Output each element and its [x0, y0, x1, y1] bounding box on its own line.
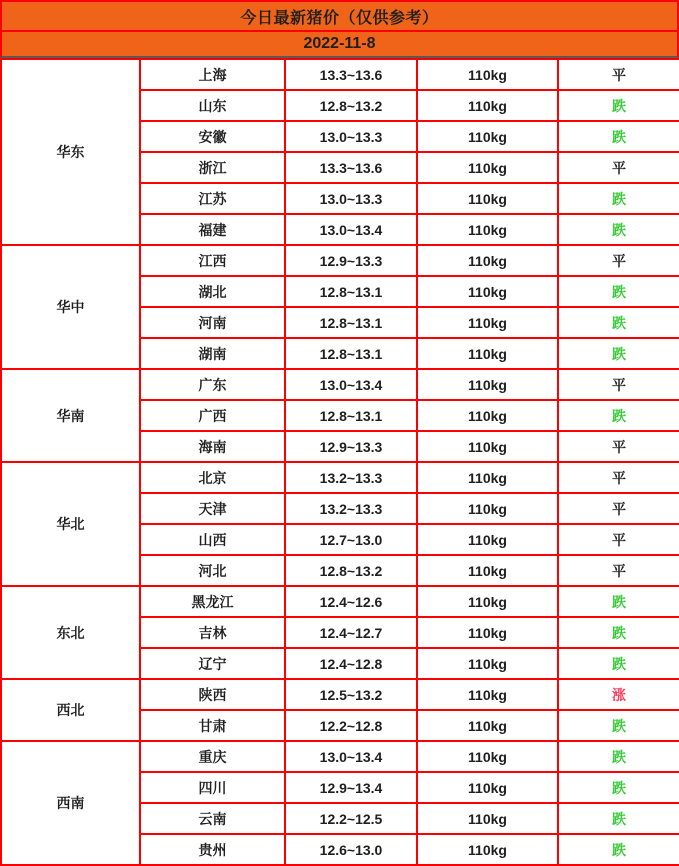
weight-cell: 110kg	[417, 183, 558, 214]
price-cell: 12.9~13.3	[285, 245, 417, 276]
weight-cell: 110kg	[417, 524, 558, 555]
province-cell: 海南	[140, 431, 285, 462]
trend-cell: 跌	[558, 834, 679, 865]
weight-cell: 110kg	[417, 431, 558, 462]
trend-cell: 跌	[558, 307, 679, 338]
region-cell: 西南	[1, 741, 140, 865]
trend-cell: 涨	[558, 679, 679, 710]
trend-cell: 平	[558, 152, 679, 183]
price-cell: 12.5~13.2	[285, 679, 417, 710]
weight-cell: 110kg	[417, 493, 558, 524]
weight-cell: 110kg	[417, 214, 558, 245]
weight-cell: 110kg	[417, 586, 558, 617]
trend-cell: 跌	[558, 214, 679, 245]
table-row	[1, 245, 679, 276]
trend-cell: 跌	[558, 183, 679, 214]
province-cell: 天津	[140, 493, 285, 524]
price-cell: 13.3~13.6	[285, 59, 417, 90]
province-cell: 吉林	[140, 617, 285, 648]
price-cell: 12.8~13.2	[285, 90, 417, 121]
price-cell: 12.7~13.0	[285, 524, 417, 555]
trend-cell: 平	[558, 245, 679, 276]
trend-cell: 跌	[558, 90, 679, 121]
province-cell: 重庆	[140, 741, 285, 772]
region-cell: 华北	[1, 462, 140, 586]
price-cell: 13.0~13.4	[285, 369, 417, 400]
province-cell: 甘肃	[140, 710, 285, 741]
price-cell: 13.0~13.3	[285, 183, 417, 214]
trend-cell: 跌	[558, 121, 679, 152]
province-cell: 山东	[140, 90, 285, 121]
price-cell: 12.4~12.8	[285, 648, 417, 679]
weight-cell: 110kg	[417, 59, 558, 90]
province-cell: 湖北	[140, 276, 285, 307]
trend-cell: 平	[558, 524, 679, 555]
table-row	[1, 586, 679, 617]
trend-cell: 跌	[558, 772, 679, 803]
province-cell: 河南	[140, 307, 285, 338]
price-cell: 12.4~12.7	[285, 617, 417, 648]
table-row	[1, 741, 679, 772]
price-cell: 13.0~13.3	[285, 121, 417, 152]
region-cell: 华中	[1, 245, 140, 369]
weight-cell: 110kg	[417, 152, 558, 183]
trend-cell: 跌	[558, 741, 679, 772]
weight-cell: 110kg	[417, 741, 558, 772]
price-cell: 12.4~12.6	[285, 586, 417, 617]
province-cell: 黑龙江	[140, 586, 285, 617]
province-cell: 江苏	[140, 183, 285, 214]
weight-cell: 110kg	[417, 307, 558, 338]
price-cell: 12.8~13.2	[285, 555, 417, 586]
page-title: 今日最新猪价（仅供参考）	[0, 0, 679, 30]
price-cell: 13.2~13.3	[285, 493, 417, 524]
province-cell: 上海	[140, 59, 285, 90]
province-cell: 辽宁	[140, 648, 285, 679]
trend-cell: 跌	[558, 400, 679, 431]
weight-cell: 110kg	[417, 276, 558, 307]
price-cell: 12.2~12.8	[285, 710, 417, 741]
weight-cell: 110kg	[417, 772, 558, 803]
table-row	[1, 679, 679, 710]
price-cell: 12.8~13.1	[285, 307, 417, 338]
trend-cell: 平	[558, 555, 679, 586]
province-cell: 安徽	[140, 121, 285, 152]
province-cell: 浙江	[140, 152, 285, 183]
weight-cell: 110kg	[417, 462, 558, 493]
trend-cell: 平	[558, 462, 679, 493]
province-cell: 福建	[140, 214, 285, 245]
province-cell: 山西	[140, 524, 285, 555]
province-cell: 河北	[140, 555, 285, 586]
region-cell: 东北	[1, 586, 140, 679]
trend-cell: 跌	[558, 617, 679, 648]
weight-cell: 110kg	[417, 648, 558, 679]
price-cell: 12.9~13.4	[285, 772, 417, 803]
weight-cell: 110kg	[417, 679, 558, 710]
weight-cell: 110kg	[417, 369, 558, 400]
price-cell: 13.3~13.6	[285, 152, 417, 183]
weight-cell: 110kg	[417, 803, 558, 834]
province-cell: 四川	[140, 772, 285, 803]
price-cell: 13.0~13.4	[285, 741, 417, 772]
province-cell: 江西	[140, 245, 285, 276]
province-cell: 贵州	[140, 834, 285, 865]
weight-cell: 110kg	[417, 617, 558, 648]
table-row	[1, 369, 679, 400]
price-table	[0, 58, 679, 866]
province-cell: 陕西	[140, 679, 285, 710]
province-cell: 湖南	[140, 338, 285, 369]
weight-cell: 110kg	[417, 245, 558, 276]
region-cell: 西北	[1, 679, 140, 741]
trend-cell: 跌	[558, 648, 679, 679]
price-cell: 12.6~13.0	[285, 834, 417, 865]
weight-cell: 110kg	[417, 555, 558, 586]
trend-cell: 平	[558, 369, 679, 400]
province-cell: 云南	[140, 803, 285, 834]
weight-cell: 110kg	[417, 710, 558, 741]
price-cell: 12.8~13.1	[285, 338, 417, 369]
region-cell: 华东	[1, 59, 140, 245]
province-cell: 广西	[140, 400, 285, 431]
weight-cell: 110kg	[417, 400, 558, 431]
weight-cell: 110kg	[417, 338, 558, 369]
date-label: 2022-11-8	[0, 30, 679, 58]
price-cell: 12.2~12.5	[285, 803, 417, 834]
price-cell: 12.8~13.1	[285, 276, 417, 307]
trend-cell: 平	[558, 59, 679, 90]
province-cell: 广东	[140, 369, 285, 400]
weight-cell: 110kg	[417, 121, 558, 152]
region-cell: 华南	[1, 369, 140, 462]
trend-cell: 跌	[558, 338, 679, 369]
trend-cell: 跌	[558, 803, 679, 834]
weight-cell: 110kg	[417, 834, 558, 865]
weight-cell: 110kg	[417, 90, 558, 121]
trend-cell: 平	[558, 431, 679, 462]
trend-cell: 跌	[558, 276, 679, 307]
trend-cell: 平	[558, 493, 679, 524]
price-cell: 12.8~13.1	[285, 400, 417, 431]
province-cell: 北京	[140, 462, 285, 493]
price-cell: 12.9~13.3	[285, 431, 417, 462]
trend-cell: 跌	[558, 710, 679, 741]
price-cell: 13.0~13.4	[285, 214, 417, 245]
table-row	[1, 462, 679, 493]
trend-cell: 跌	[558, 586, 679, 617]
price-cell: 13.2~13.3	[285, 462, 417, 493]
table-row	[1, 59, 679, 90]
